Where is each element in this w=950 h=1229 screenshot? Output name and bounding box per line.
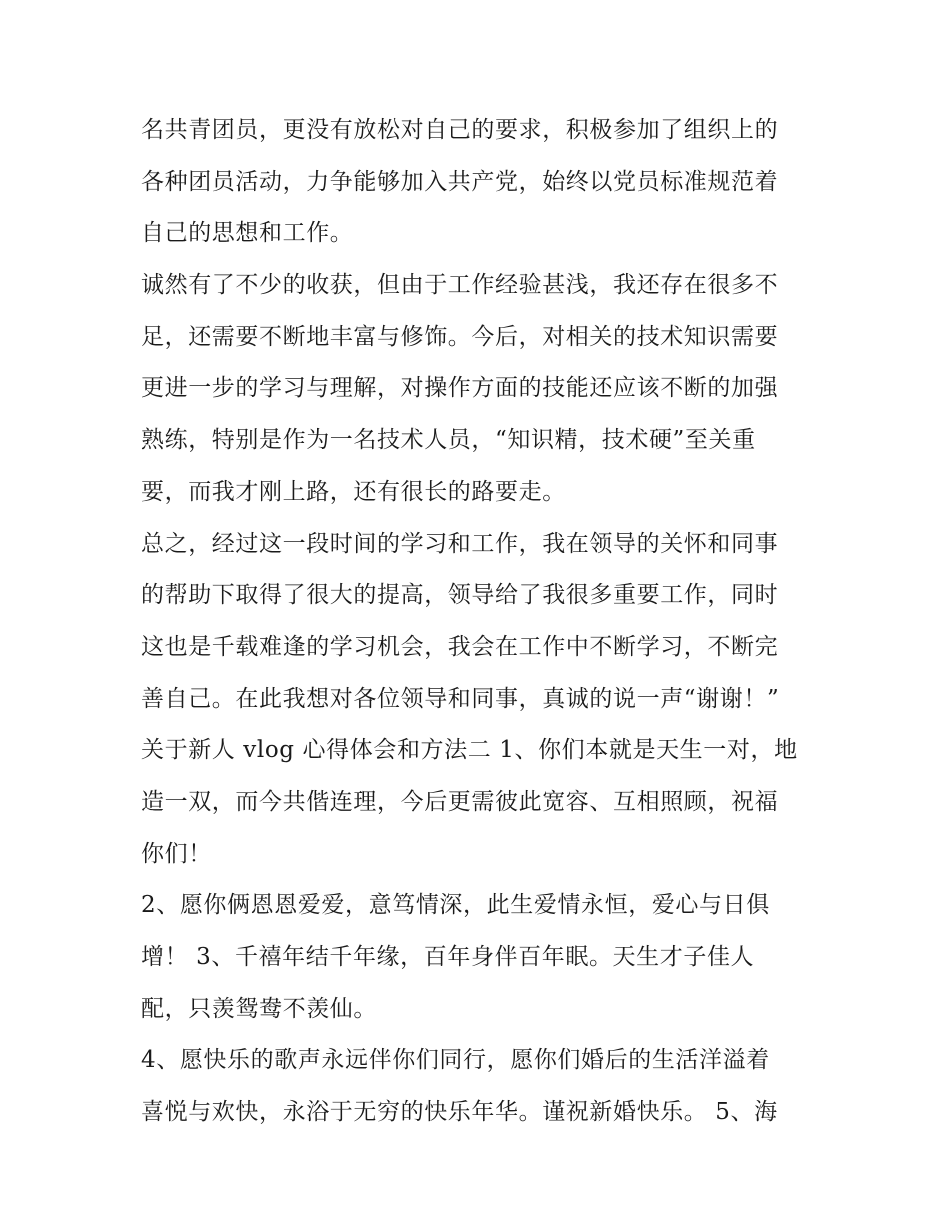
text-line: 造一双，而今共偕连理，今后更需彼此宽容、互相照顾，祝福 <box>141 788 779 815</box>
text-line: 这也是千载难逢的学习机会，我会在工作中不断学习，不断完 <box>141 633 779 660</box>
text-line: 配，只羡鸳鸯不羡仙。 <box>141 995 377 1022</box>
text-line: 总之，经过这一段时间的学习和工作，我在领导的关怀和同事 <box>141 530 779 557</box>
text-line: 各种团员活动，力争能够加入共产党，始终以党员标准规范着 <box>141 168 779 195</box>
text-line: 关于新人 vlog 心得体会和方法二 1、你们本就是天生一对，地 <box>141 737 798 764</box>
text-line: 你们！ <box>141 840 212 867</box>
text-line: 自己的思想和工作。 <box>141 220 354 247</box>
text-line: 增！ 3、千禧年结千年缘，百年身伴百年眠。天生才子佳人 <box>141 944 755 970</box>
text-line: 更进一步的学习与理解，对操作方面的技能还应该不断的加强 <box>141 375 779 402</box>
text-line: 名共青团员，更没有放松对自己的要求，积极参加了组织上的 <box>141 117 779 143</box>
text-line: 熟练，特别是作为一名技术人员，“知识精，技术硬”至关重 <box>141 427 756 454</box>
text-line: 2、愿你俩恩恩爱爱，意笃情深，此生爱情永恒，爱心与日俱 <box>141 892 770 919</box>
text-line: 足，还需要不断地丰富与修饰。今后，对相关的技术知识需要 <box>141 323 779 350</box>
text-line: 诚然有了不少的收获，但由于工作经验甚浅，我还存在很多不 <box>141 272 779 299</box>
document-body <box>141 108 821 1142</box>
text-line: 的帮助下取得了很大的提高，领导给了我很多重要工作，同时 <box>141 582 779 609</box>
text-line: 善自己。在此我想对各位领导和同事，真诚的说一声“谢谢！” <box>141 685 780 712</box>
text-line: 要，而我才刚上路，还有很长的路要走。 <box>141 478 566 505</box>
text-line: 4、愿快乐的歌声永远伴你们同行，愿你们婚后的生活洋溢着 <box>141 1047 770 1074</box>
text-line: 喜悦与欢快，永浴于无穷的快乐年华。谨祝新婚快乐。 5、海 <box>141 1099 778 1126</box>
